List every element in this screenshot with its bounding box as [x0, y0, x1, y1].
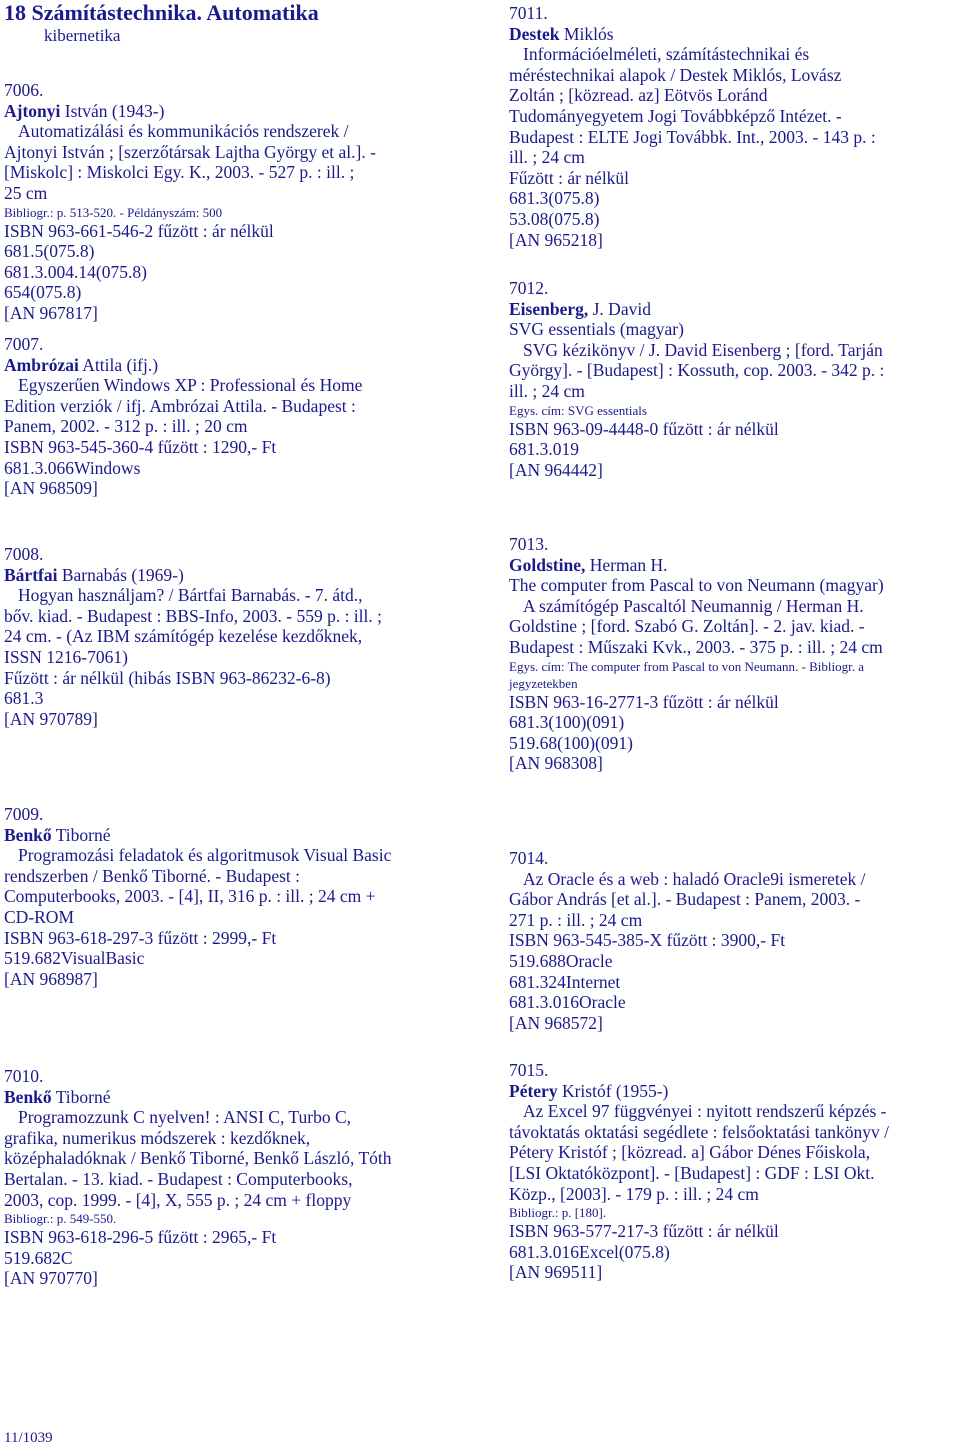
- entry-line: ISBN 963-661-546-2 fűzött : ár nélkül: [4, 220, 274, 241]
- entry-line: 681.3.004.14(075.8): [4, 261, 147, 282]
- entry-line: [AN 968509]: [4, 478, 98, 499]
- author-surname: Destek: [509, 23, 560, 44]
- entry-line: Panem, 2002. - 312 p. : ill. ; 20 cm: [4, 416, 248, 437]
- entry-line: 681.5(075.8): [4, 241, 95, 262]
- entry-line: Információelméleti, számítástechnikai és: [523, 44, 810, 65]
- entry-line: [AN 965218]: [509, 229, 603, 250]
- entry-line: 681.3: [4, 688, 44, 709]
- catalog-entry: [509, 848, 960, 1033]
- entry-number: 7007.: [4, 334, 44, 354]
- entry-line: Goldstine ; [ford. Szabó G. Zoltán]. - 2. jav. kiad. -: [509, 616, 865, 637]
- entry-line: [AN 968308]: [509, 753, 603, 774]
- author-given-name: Attila (ifj.): [78, 354, 159, 375]
- catalog-entry: [4, 1066, 469, 1289]
- entry-number: 7011.: [509, 3, 548, 23]
- entry-line: Egyszerűen Windows XP : Professional és Home: [18, 375, 363, 396]
- entry-author: [509, 1081, 960, 1102]
- entry-note: Bibliogr.: p. [180].: [509, 1205, 607, 1221]
- entry-line: [AN 968987]: [4, 968, 98, 989]
- entry-line: 681.3(075.8): [509, 188, 600, 209]
- page-header: [4, 0, 319, 46]
- entry-line: középhaladóknak / Benkő Tiborné, Benkő László, Tóth: [4, 1148, 392, 1169]
- entry-line: CD-ROM: [4, 906, 75, 927]
- author-surname: Goldstine,: [509, 554, 586, 575]
- catalog-entry: [4, 80, 469, 324]
- entry-line: 681.3(100)(091): [509, 712, 625, 733]
- section-title: 18 Számítástechnika. Automatika: [4, 0, 319, 25]
- entry-line: [LSI Oktatóközpont]. - [Budapest] : GDF : LSI Okt.: [509, 1162, 875, 1183]
- entry-line: 24 cm. - (Az IBM számítógép kezelése kezdőknek,: [4, 626, 363, 647]
- author-surname: Bártfai: [4, 564, 58, 585]
- author-given-name: Tiborné: [51, 1086, 111, 1107]
- catalog-entry: [509, 534, 960, 774]
- entry-line: 681.3.066Windows: [4, 457, 141, 478]
- entry-author: [4, 825, 469, 846]
- entry-line: [AN 968572]: [509, 1012, 603, 1033]
- entry-line: Bertalan. - 13. kiad. - Budapest : Computerbooks,: [4, 1168, 353, 1189]
- entry-author: [4, 1087, 469, 1108]
- catalog-entry: [509, 3, 960, 250]
- entry-line: [AN 969511]: [509, 1262, 603, 1283]
- entry-line: Fűzött : ár nélkül: [509, 167, 630, 188]
- catalog-entry: [4, 334, 469, 499]
- catalog-entry: [4, 544, 469, 729]
- author-surname: Pétery: [509, 1080, 558, 1101]
- entry-line: Programozzunk C nyelven! : ANSI C, Turbo C,: [18, 1107, 351, 1128]
- entry-line: Zoltán ; [közread. az] Eötvös Loránd: [509, 85, 768, 106]
- entry-line: Programozási feladatok és algoritmusok Visual Basic: [18, 845, 392, 866]
- entry-line: ISBN 963-545-385-X fűzött : 3900,- Ft: [509, 930, 786, 951]
- entry-author: [4, 565, 469, 586]
- entry-line: ISBN 963-09-4448-0 fűzött : ár nélkül: [509, 418, 779, 439]
- entry-line: 681.3.016Oracle: [509, 992, 626, 1013]
- entry-note: jegyzetekben: [509, 675, 578, 691]
- entry-line: [AN 970770]: [4, 1268, 98, 1289]
- author-given-name: Herman H.: [585, 554, 668, 575]
- entry-line: 519.682VisualBasic: [4, 948, 145, 969]
- entry-line: [Miskolc] : Miskolci Egy. K., 2003. - 527 p. : ill. ;: [4, 162, 355, 183]
- entry-line: rendszerben / Benkő Tiborné. - Budapest :: [4, 865, 300, 886]
- author-surname: Ambrózai: [4, 354, 79, 375]
- entry-line: Közp., [2003]. - 179 p. : ill. ; 24 cm: [509, 1183, 759, 1204]
- entry-line: 681.3.016Excel(075.8): [509, 1241, 670, 1262]
- entry-number: 7009.: [4, 804, 44, 824]
- entry-note: Bibliogr.: p. 513-520. - Példányszám: 500: [4, 204, 223, 220]
- entry-line: Budapest : Műszaki Kvk., 2003. - 375 p. : ill. ; 24 cm: [509, 636, 883, 657]
- entry-line: Edition verziók / ifj. Ambrózai Attila. - Budapest :: [4, 395, 356, 416]
- entry-note: Egys. cím: SVG essentials: [509, 402, 647, 418]
- entry-author: [509, 555, 960, 576]
- entry-line: ISBN 963-545-360-4 fűzött : 1290,- Ft: [4, 436, 277, 457]
- entry-line: Budapest : ELTE Jogi Továbbk. Int., 2003. - 143 p. :: [509, 126, 876, 147]
- entry-line: Az Excel 97 függvényei : nyitott rendszerű képzés -: [523, 1101, 887, 1122]
- entry-line: távoktatás oktatási segédlete : felsőoktatási tankönyv /: [509, 1121, 890, 1142]
- author-surname: Benkő: [4, 824, 52, 845]
- entry-line: Computerbooks, 2003. - [4], II, 316 p. : ill. ; 24 cm +: [4, 886, 376, 907]
- entry-line: Hogyan használjam? / Bártfai Barnabás. - 7. átd.,: [18, 585, 363, 606]
- entry-line: [AN 964442]: [509, 459, 603, 480]
- entry-line: ISBN 963-16-2771-3 fűzött : ár nélkül: [509, 691, 779, 712]
- entry-line: [AN 970789]: [4, 708, 98, 729]
- entry-line: 271 p. : ill. ; 24 cm: [509, 909, 643, 930]
- entry-number: 7013.: [509, 534, 549, 554]
- entry-line: ill. ; 24 cm: [509, 147, 585, 168]
- entry-number: 7006.: [4, 80, 44, 100]
- entry-line: 519.688Oracle: [509, 950, 613, 971]
- author-given-name: Tiborné: [51, 824, 111, 845]
- entry-line: SVG kézikönyv / J. David Eisenberg ; [ford. Tarján: [523, 339, 883, 360]
- entry-line: 2003, cop. 1999. - [4], X, 555 p. ; 24 cm + floppy: [4, 1189, 352, 1210]
- entry-line: 519.68(100)(091): [509, 732, 633, 753]
- entry-line: ISBN 963-618-297-3 fűzött : 2999,- Ft: [4, 927, 277, 948]
- entry-number: 7010.: [4, 1066, 44, 1086]
- author-given-name: Barnabás (1969-): [57, 564, 184, 585]
- entry-line: A számítógép Pascaltól Neumannig / Herman H.: [523, 595, 864, 616]
- entry-number: 7014.: [509, 848, 549, 868]
- entry-line: [AN 967817]: [4, 302, 98, 323]
- entry-line: méréstechnikai alapok / Destek Miklós, Lovász: [509, 64, 842, 85]
- entry-number: 7015.: [509, 1060, 549, 1080]
- entry-line: ISBN 963-618-296-5 fűzött : 2965,- Ft: [4, 1227, 277, 1248]
- entry-line: Tudományegyetem Jogi Továbbképző Intézet. -: [509, 105, 842, 126]
- entry-author: [509, 299, 960, 320]
- entry-line: 25 cm: [4, 182, 48, 203]
- author-surname: Eisenberg,: [509, 298, 589, 319]
- entry-author: [4, 101, 469, 122]
- entry-line: Fűzött : ár nélkül (hibás ISBN 963-86232-6-8): [4, 667, 331, 688]
- entry-line: 654(075.8): [4, 282, 82, 303]
- entry-line: grafika, numerikus módszerek : kezdőknek,: [4, 1127, 311, 1148]
- entry-author: [509, 24, 960, 45]
- catalog-entry: [509, 278, 960, 480]
- entry-line: ISBN 963-577-217-3 fűzött : ár nélkül: [509, 1221, 779, 1242]
- entry-line: ISSN 1216-7061): [4, 646, 128, 667]
- entry-line: SVG essentials (magyar): [509, 319, 684, 340]
- entry-note: Egys. cím: The computer from Pascal to von Neumann. - Bibliogr. a: [509, 658, 865, 674]
- entry-line: 681.3.019: [509, 439, 579, 460]
- author-given-name: Miklós: [559, 23, 614, 44]
- entry-line: Gábor András [et al.]. - Budapest : Panem, 2003. -: [509, 889, 861, 910]
- catalog-entry: [4, 804, 469, 989]
- entry-line: 681.324Internet: [509, 971, 621, 992]
- author-given-name: J. David: [588, 298, 651, 319]
- entry-line: Az Oracle és a web : haladó Oracle9i ismeretek /: [523, 868, 866, 889]
- catalog-entry: [509, 1060, 960, 1283]
- entry-line: Pétery Kristóf ; [közread. a] Gábor Dénes Főiskola,: [509, 1142, 871, 1163]
- section-subtitle: kibernetika: [44, 26, 121, 45]
- entry-line: The computer from Pascal to von Neumann (magyar): [509, 575, 884, 596]
- entry-line: 53.08(075.8): [509, 208, 600, 229]
- author-surname: Ajtonyi: [4, 100, 61, 121]
- entry-number: 7008.: [4, 544, 44, 564]
- entry-line: Ajtonyi István ; [szerzőtársak Lajtha György et al.]. -: [4, 141, 376, 162]
- author-given-name: István (1943-): [60, 100, 165, 121]
- entry-line: ill. ; 24 cm: [509, 380, 585, 401]
- entry-number: 7012.: [509, 278, 549, 298]
- entry-line: bőv. kiad. - Budapest : BBS-Info, 2003. - 559 p. : ill. ;: [4, 605, 383, 626]
- author-surname: Benkő: [4, 1086, 52, 1107]
- author-given-name: Kristóf (1955-): [557, 1080, 669, 1101]
- entry-author: [4, 355, 469, 376]
- page-number: 11/1039: [4, 1430, 53, 1446]
- entry-line: György]. - [Budapest] : Kossuth, cop. 2003. - 342 p. :: [509, 360, 885, 381]
- entry-line: Automatizálási és kommunikációs rendszerek /: [18, 121, 349, 142]
- entry-line: 519.682C: [4, 1247, 73, 1268]
- entry-note: Bibliogr.: p. 549-550.: [4, 1211, 117, 1227]
